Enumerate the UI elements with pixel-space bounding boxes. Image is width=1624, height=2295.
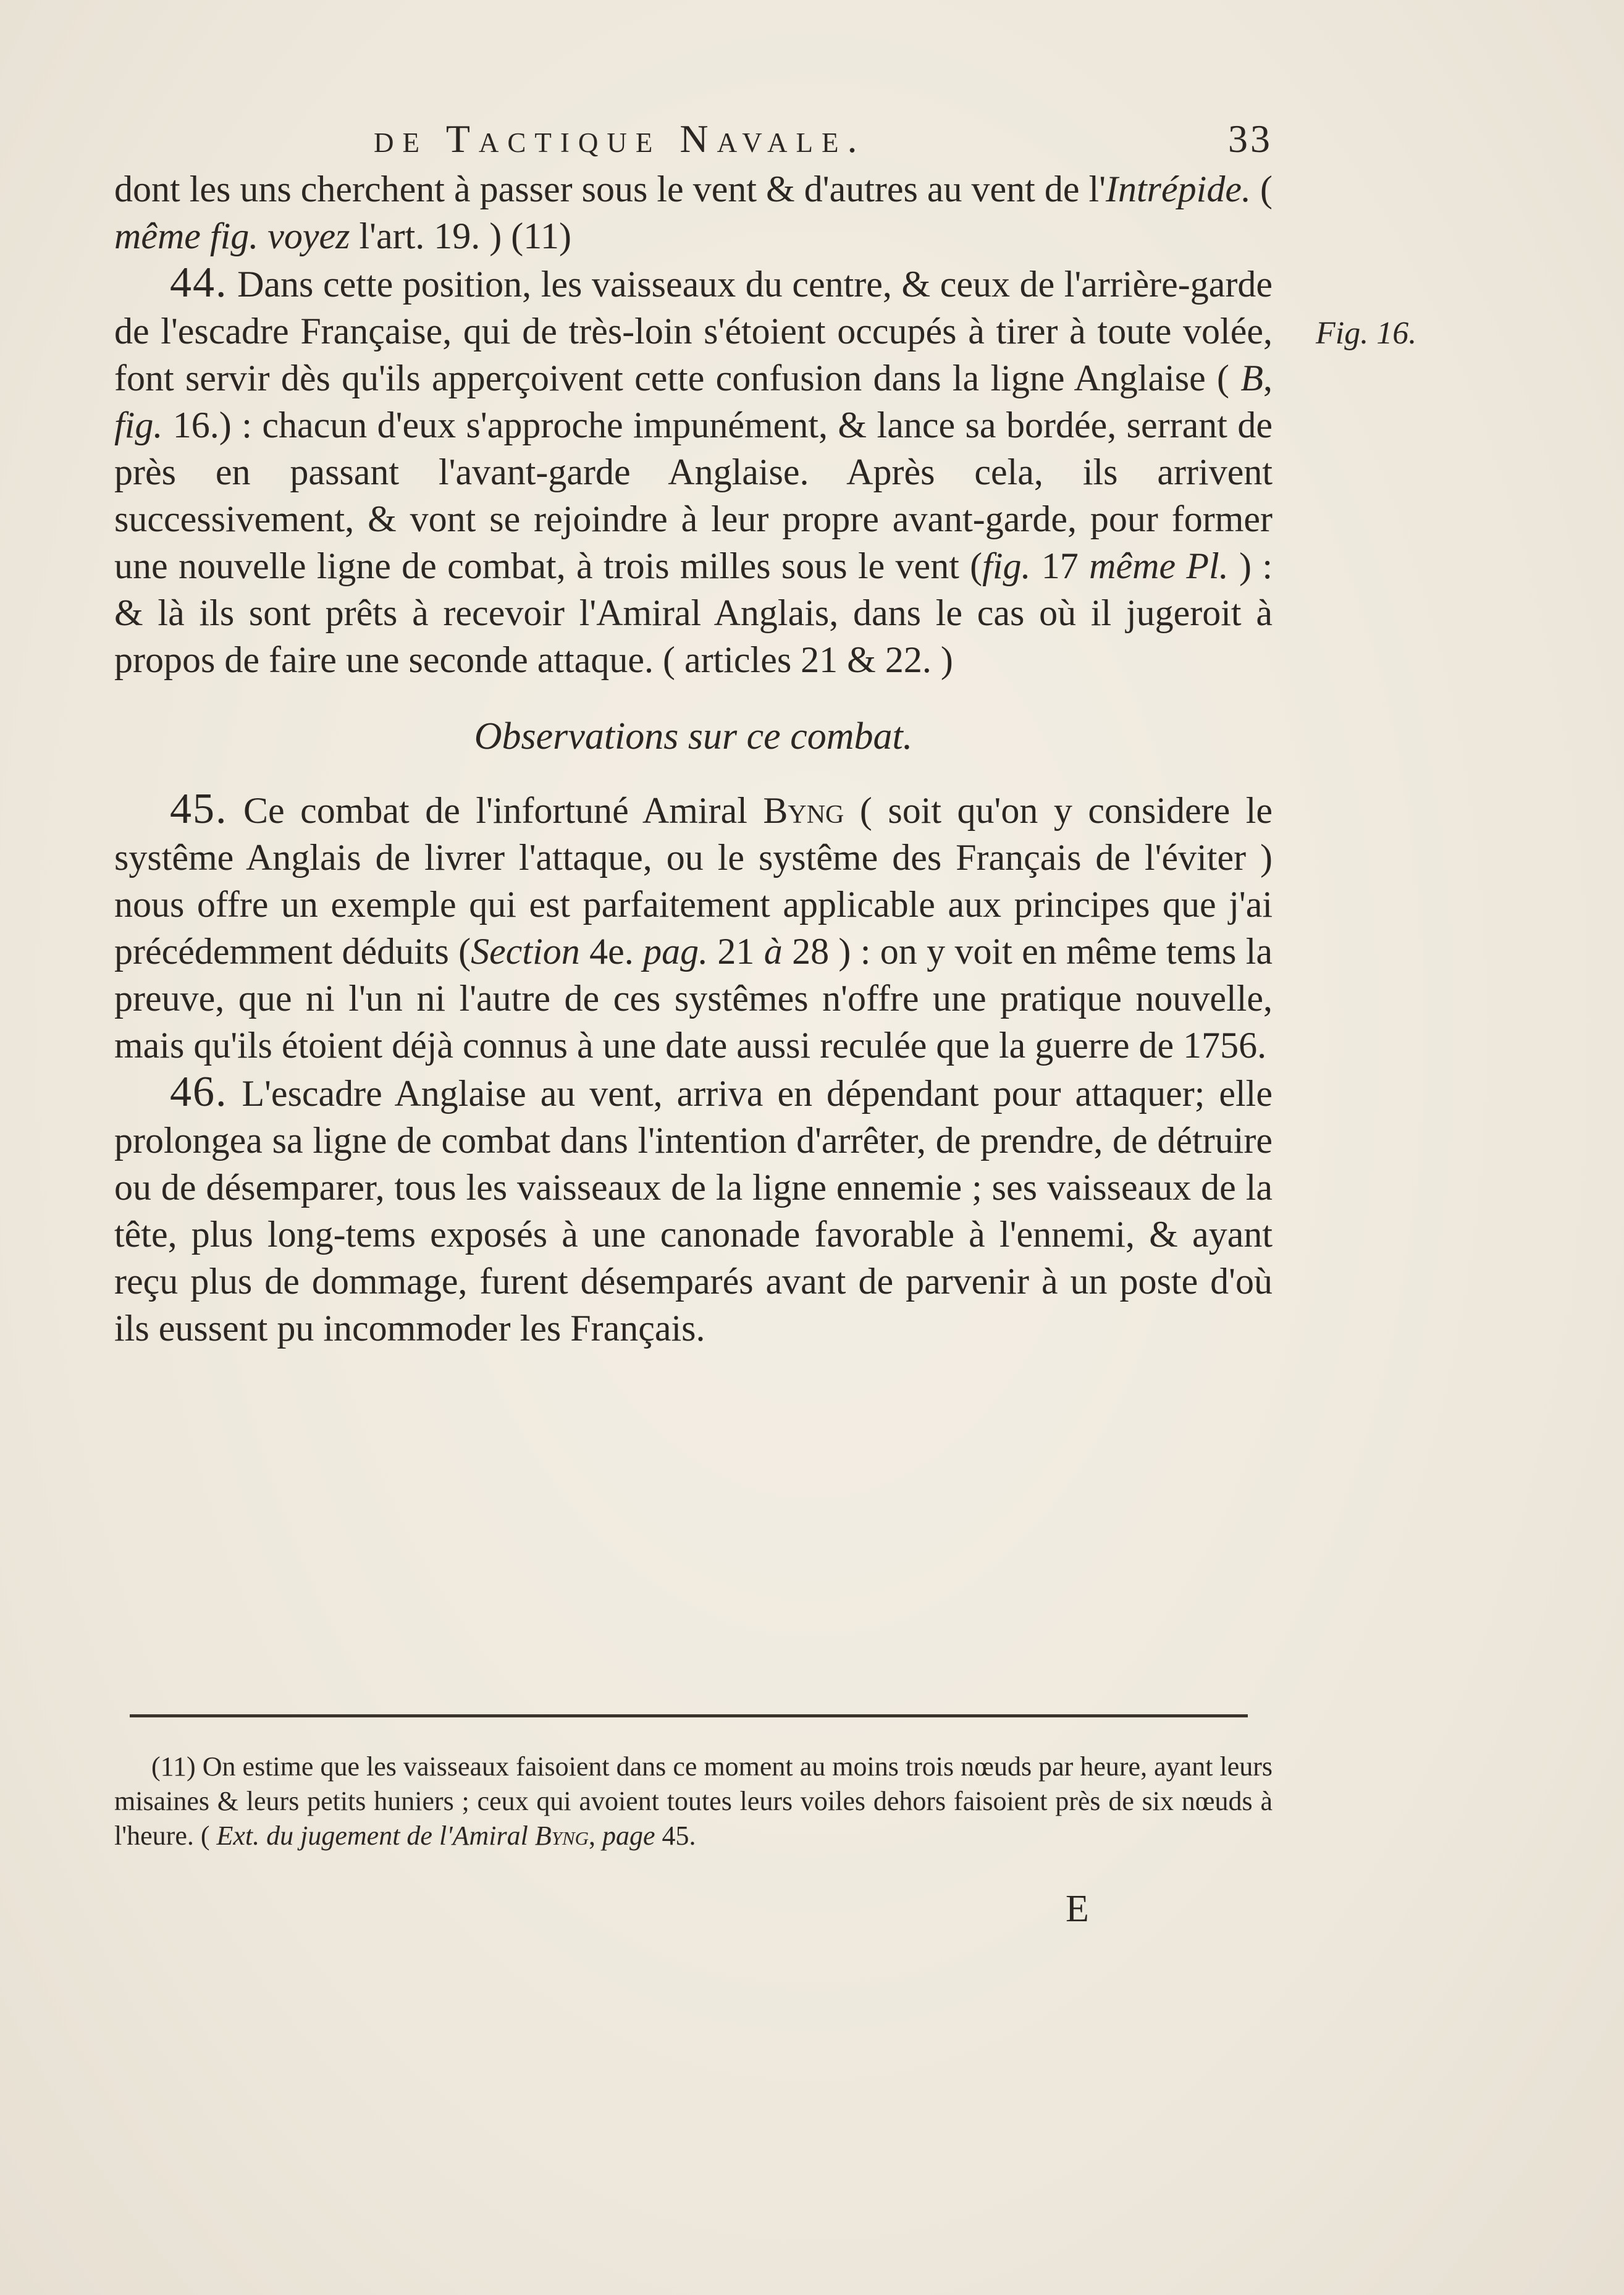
paragraph-continued: dont les uns cherchent à passer sous le vent & d'autres au vent de l'Intrépide. ( même fig. voyez l'art. 19. ) (11)	[114, 169, 1273, 256]
paragraph-number: 46.	[170, 1068, 228, 1116]
footnote-divider	[130, 1714, 1248, 1717]
section-heading: Observations sur ce combat.	[474, 715, 913, 757]
margin-note-figure: Fig. 16.	[1316, 316, 1417, 351]
paragraph-45: 45. Ce combat de l'infortuné Amiral Byng ( soit qu'on y considere le systême Anglais de livrer l'attaque, ou le systême des Français de l'éviter ) nous offre un exemple qui est parfaitement applicable aux principes que j'ai précédemment déduits (Section 4e. pag. 21 à 28 ) : on y voit en même tems la preuve, que ni l'un ni l'autre de ces systêmes n'offre une pratique nouvelle, mais qu'ils étoient déjà connus à une date aussi reculée que la guerre de 1756.	[114, 785, 1273, 1066]
signature-mark: E	[1066, 1888, 1089, 1930]
footnote	[114, 1750, 1273, 1853]
paragraph-number: 45.	[170, 785, 228, 833]
body-text	[114, 166, 1273, 1352]
page-header	[114, 116, 1273, 166]
paragraph-number: 44.	[170, 259, 228, 306]
paragraph-44: 44. Dans cette position, les vaisseaux du centre, & ceux de l'arrière-garde de l'escadre Française, qui de très-loin s'étoient occupés à tirer à toute volée, font servir dès qu'ils apperçoivent cette confusion dans la ligne Anglaise ( B, fig. 16.) : chacun d'eux s'approche impunément, & lance sa bordée, serrant de près en passant l'avant-garde Anglaise. Après cela, ils arrivent successivement, & vont se rejoindre à leur propre avant-garde, pour former une nouvelle ligne de combat, à trois milles sous le vent (fig. 17 même Pl. ) : & là ils sont prêts à recevoir l'Amiral Anglais, dans le cas où il jugeroit à propos de faire une seconde attaque. ( articles 21 & 22. )	[114, 259, 1273, 680]
paragraph-46: 46. L'escadre Anglaise au vent, arriva en dépendant pour attaquer; elle prolongea sa ligne de combat dans l'intention d'arrêter, de prendre, de détruire ou de désemparer, tous les vaisseaux de la ligne ennemie ; ses vaisseaux de la tête, plus long-tems exposés à une canonade favorable à l'ennemi, & ayant reçu plus de dommage, furent désemparés avant de parvenir à un poste d'où ils eussent pu incommoder les Français.	[114, 1068, 1273, 1349]
page-number: 33	[1228, 117, 1273, 161]
running-title: de Tactique Navale.	[374, 117, 866, 161]
footnote-11: (11) On estime que les vaisseaux faisoient dans ce moment au moins trois nœuds par heure, ayant leurs misaines & leurs petits huniers ; ceux qui avoient toutes leurs voiles dehors faisoient près de six nœuds à l'heure. ( Ext. du jugement de l'Amiral Byng, page 45.	[114, 1751, 1273, 1851]
